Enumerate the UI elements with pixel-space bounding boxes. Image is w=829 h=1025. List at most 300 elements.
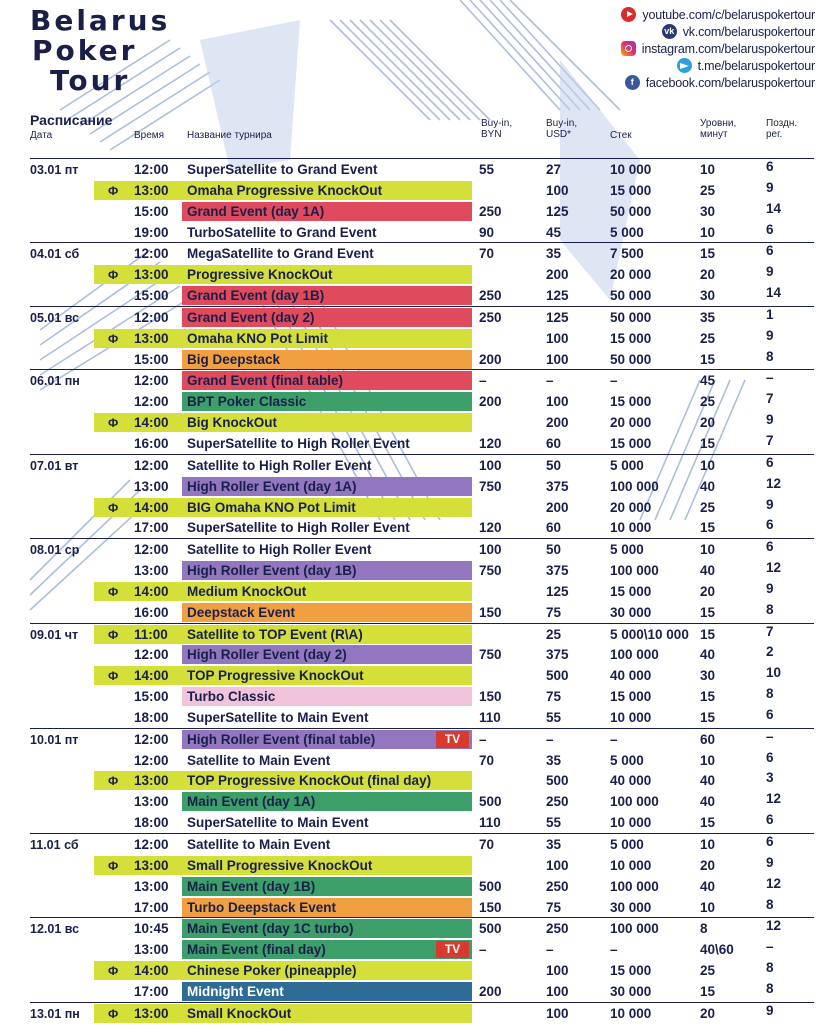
header-time: Время [134, 130, 165, 141]
row-time: 18:00 [134, 709, 169, 725]
row-levels: 15 [700, 689, 716, 705]
row-levels: 20 [700, 857, 716, 873]
row-stack: 50 000 [610, 203, 652, 219]
day-group [30, 833, 814, 917]
row-time: 18:00 [134, 815, 169, 831]
row-stack: 15 000 [610, 689, 652, 705]
row-buyin-usd: 125 [546, 288, 569, 304]
table-row [30, 180, 814, 201]
row-buyin-usd: 50 [546, 457, 562, 473]
header-late-reg: Поздн. рег. [766, 118, 798, 140]
header-buyin-byn: Buy-in, BYN [481, 118, 513, 140]
row-event-name: TurboSatellite to Grand Event [187, 224, 377, 240]
row-buyin-usd: 100 [546, 983, 569, 999]
row-levels: 15 [700, 351, 716, 367]
row-late-reg: 6 [766, 834, 774, 849]
row-buyin-usd: 75 [546, 899, 562, 915]
table-row [30, 981, 814, 1002]
row-time: 17:00 [134, 899, 169, 915]
table-row [30, 539, 814, 560]
row-buyin-byn: 200 [479, 351, 502, 367]
row-event-name: Grand Event (day 1A) [187, 203, 325, 219]
row-event-name: SuperSatellite to Grand Event [187, 162, 378, 177]
row-stack: 50 000 [610, 309, 652, 325]
row-event-name: Satellite to High Roller Event [187, 542, 372, 558]
row-event-name: High Roller Event (day 2) [187, 647, 347, 663]
row-buyin-usd: 50 [546, 542, 562, 558]
row-buyin-byn: 110 [479, 709, 501, 725]
row-buyin-byn: 70 [479, 246, 495, 262]
row-buyin-byn: 150 [479, 689, 502, 705]
row-levels: 15 [700, 435, 716, 451]
row-levels: 25 [700, 394, 716, 410]
row-time: 12:00 [134, 752, 169, 768]
row-stack: 5 000 [610, 224, 644, 240]
row-levels: 40 [700, 647, 716, 663]
row-stack: 10 000 [610, 815, 652, 831]
day-group [30, 242, 814, 306]
table-row [30, 581, 814, 602]
row-late-reg: 7 [766, 432, 774, 448]
row-levels: 15 [700, 520, 716, 536]
row-buyin-byn: 500 [479, 794, 502, 810]
row-late-reg: 6 [766, 517, 774, 533]
row-date: 11.01 сб [30, 838, 79, 852]
row-time: 12:00 [134, 246, 169, 262]
row-stack: 30 000 [610, 983, 652, 999]
row-levels: 15 [700, 815, 716, 831]
row-event-name: Deepstack Event [187, 604, 296, 620]
row-time: 14:00 [134, 963, 169, 979]
row-date: 06.01 пн [30, 374, 80, 389]
day-group [30, 369, 814, 453]
table-row [30, 624, 814, 645]
day-group [30, 623, 814, 728]
table-row [30, 770, 814, 791]
row-stack: 20 000 [610, 267, 652, 283]
row-time: 13:00 [134, 878, 169, 894]
row-event-name: Small Progressive KnockOut [187, 857, 373, 873]
row-stack: 20 000 [610, 415, 652, 431]
row-levels: 10 [700, 752, 716, 768]
row-levels: 10 [700, 162, 716, 177]
row-buyin-byn: 500 [479, 878, 502, 894]
row-buyin-usd: 200 [546, 267, 569, 283]
table-row [30, 876, 814, 897]
row-date: 13.01 пн [30, 1006, 80, 1021]
row-levels: 10 [700, 457, 716, 473]
phi-marker: Ф [108, 774, 119, 789]
row-stack: 10 000 [610, 857, 652, 873]
row-time: 19:00 [134, 224, 169, 240]
row-event-name: SuperSatellite to High Roller Event [187, 520, 410, 536]
logo-line-1: Belarus [30, 4, 171, 37]
day-group [30, 917, 814, 1001]
row-late-reg: 14 [766, 285, 782, 301]
row-stack: 100 000 [610, 563, 659, 579]
row-event-name: Main Event (final day) [187, 942, 326, 958]
row-levels: 30 [700, 668, 716, 684]
table-row [30, 602, 814, 623]
table-row [30, 918, 814, 939]
row-date: 10.01 пт [30, 732, 79, 747]
table-row [30, 222, 814, 243]
row-late-reg: 6 [766, 706, 774, 722]
row-stack: 30 000 [610, 604, 652, 620]
row-time: 17:00 [134, 983, 169, 999]
row-time: 15:00 [134, 203, 169, 219]
youtube-icon [621, 7, 636, 22]
row-stack: 100 000 [610, 921, 659, 937]
table-row [30, 939, 814, 960]
row-buyin-byn: 250 [479, 288, 502, 304]
row-levels: 20 [700, 1005, 716, 1021]
row-event-name: High Roller Event (day 1B) [187, 563, 357, 579]
day-group [30, 306, 814, 370]
row-late-reg: 7 [766, 391, 774, 407]
social-link[interactable] [621, 57, 815, 74]
table-row [30, 517, 814, 538]
phi-marker: Ф [108, 964, 119, 979]
row-buyin-usd: 35 [546, 752, 562, 768]
row-event-name: Omaha KNO Pot Limit [187, 330, 329, 346]
table-row [30, 285, 814, 306]
row-levels: 30 [700, 203, 716, 219]
row-buyin-usd: 250 [546, 921, 569, 937]
day-group [30, 1002, 814, 1024]
row-buyin-usd: 100 [546, 182, 569, 198]
row-time: 13:00 [134, 794, 169, 810]
row-date: 09.01 чт [30, 627, 79, 642]
row-buyin-byn: 200 [479, 983, 502, 999]
row-buyin-usd: 35 [546, 246, 562, 262]
row-time: 13:00 [134, 182, 169, 198]
row-event-name: SuperSatellite to High Roller Event [187, 435, 410, 451]
row-levels: 40 [700, 878, 716, 894]
day-group [30, 454, 814, 538]
row-event-name: Main Event (day 1C turbo) [187, 921, 354, 937]
row-late-reg: 8 [766, 980, 774, 996]
row-late-reg: 6 [766, 539, 774, 555]
row-event-name: High Roller Event (day 1A) [187, 478, 357, 494]
row-levels: 15 [700, 626, 716, 642]
row-levels: 15 [700, 709, 716, 725]
row-time: 12:00 [134, 731, 169, 747]
header-buyin-usd: Buy-in, USD* [546, 118, 578, 140]
row-stack: 50 000 [610, 288, 652, 304]
row-levels: 60 [700, 731, 716, 747]
row-time: 13:00 [134, 563, 169, 579]
row-late-reg: 12 [766, 918, 782, 934]
table-row [30, 750, 814, 771]
row-date: 04.01 сб [30, 247, 80, 262]
row-late-reg: 10 [766, 665, 782, 681]
schedule-table [30, 158, 814, 1024]
section-title: Расписание [30, 112, 113, 128]
row-time: 17:00 [134, 520, 169, 536]
row-event-name: Satellite to High Roller Event [187, 457, 372, 473]
row-buyin-byn: 150 [479, 899, 502, 915]
row-event-name: Satellite to TOP Event (R\A) [187, 626, 363, 642]
phi-marker: Ф [108, 500, 119, 515]
phi-marker: Ф [108, 584, 119, 599]
phi-marker: Ф [108, 1006, 119, 1021]
row-levels: 15 [700, 246, 716, 262]
row-date: 08.01 ср [30, 543, 80, 558]
row-late-reg: 9 [766, 1002, 774, 1018]
row-late-reg: 6 [766, 243, 774, 259]
row-late-reg: 6 [766, 221, 774, 237]
row-time: 12:00 [134, 373, 169, 389]
row-buyin-usd: 125 [546, 203, 569, 219]
row-date: 05.01 вс [30, 310, 80, 325]
row-date: 07.01 вт [30, 458, 79, 473]
table-row [30, 791, 814, 812]
row-buyin-usd: 250 [546, 878, 569, 894]
row-buyin-usd: 27 [546, 162, 562, 177]
row-late-reg: 6 [766, 749, 774, 765]
row-levels: 45 [700, 373, 716, 389]
row-buyin-usd: 375 [546, 478, 569, 494]
table-row [30, 476, 814, 497]
table-row [30, 834, 814, 855]
row-late-reg: 7 [766, 623, 774, 639]
row-buyin-byn: 90 [479, 224, 495, 240]
row-levels: 20 [700, 267, 716, 283]
row-event-name: Big Deepstack [187, 351, 281, 367]
row-stack: 15 000 [610, 394, 652, 410]
table-row [30, 665, 814, 686]
table-row [30, 729, 814, 750]
row-buyin-usd: 35 [546, 837, 562, 852]
table-row [30, 264, 814, 285]
row-buyin-byn: 70 [479, 752, 495, 768]
row-levels: 10 [700, 899, 716, 915]
row-stack: 7 500 [610, 246, 644, 262]
table-row [30, 855, 814, 876]
row-buyin-usd: 75 [546, 604, 562, 620]
row-late-reg: 8 [766, 601, 774, 617]
row-event-name: Big KnockOut [187, 415, 277, 431]
table-row [30, 391, 814, 412]
row-time: 10:45 [134, 921, 169, 937]
row-levels: 15 [700, 983, 716, 999]
row-event-name: MegaSatellite to Grand Event [187, 246, 374, 262]
row-event-name: Main Event (day 1A) [187, 794, 316, 810]
row-time: 13:00 [134, 857, 169, 873]
row-stack: 100 000 [610, 478, 659, 494]
table-row [30, 201, 814, 222]
row-stack: – [610, 373, 618, 389]
row-buyin-byn: – [479, 731, 487, 747]
row-event-name: Grand Event (day 1B) [187, 288, 325, 304]
row-late-reg: 2 [766, 644, 774, 660]
row-levels: 25 [700, 499, 716, 515]
row-time: 12:00 [134, 837, 169, 852]
row-buyin-byn: – [479, 373, 487, 389]
row-event-name: TOP Progressive KnockOut (final day) [187, 773, 432, 789]
row-date: 03.01 пт [30, 163, 79, 177]
row-levels: 40 [700, 773, 716, 789]
row-buyin-usd: 55 [546, 815, 562, 831]
row-buyin-usd: – [546, 731, 554, 747]
row-event-name: Satellite to Main Event [187, 752, 331, 768]
tv-badge: TV [436, 731, 469, 748]
row-buyin-usd: 100 [546, 351, 569, 367]
table-row [30, 349, 814, 370]
social-link[interactable] [621, 6, 815, 23]
row-event-name: Chinese Poker (pineapple) [187, 963, 357, 979]
row-buyin-usd: 60 [546, 435, 562, 451]
row-late-reg: – [766, 370, 774, 386]
header-date: Дата [30, 130, 53, 141]
table-row [30, 707, 814, 728]
row-buyin-byn: 750 [479, 478, 502, 494]
row-late-reg: 12 [766, 875, 782, 891]
row-stack: 15 000 [610, 963, 652, 979]
row-levels: 40 [700, 478, 716, 494]
row-stack: 10 000 [610, 162, 652, 177]
telegram-icon [677, 58, 692, 73]
row-event-name: SuperSatellite to Main Event [187, 815, 369, 831]
row-time: 13:00 [134, 478, 169, 494]
row-late-reg: 9 [766, 264, 774, 280]
row-buyin-byn: 750 [479, 563, 502, 579]
row-buyin-byn: 250 [479, 309, 502, 325]
table-row [30, 159, 814, 180]
row-date: 12.01 вс [30, 922, 80, 937]
row-late-reg: 6 [766, 454, 774, 470]
row-late-reg: 9 [766, 412, 774, 428]
table-row [30, 433, 814, 454]
row-stack: 5 000 [610, 837, 644, 852]
social-link[interactable] [621, 23, 815, 40]
row-buyin-byn: – [479, 942, 487, 958]
row-stack: 40 000 [610, 668, 652, 684]
phi-marker: Ф [108, 627, 119, 642]
row-buyin-usd: 25 [546, 626, 562, 642]
social-link-text: youtube.com/c/belaruspokertour [642, 7, 815, 22]
row-time: 15:00 [134, 351, 169, 367]
row-levels: 40 [700, 563, 716, 579]
row-stack: 5 000 [610, 752, 644, 768]
row-buyin-usd: 500 [546, 773, 569, 789]
row-levels: 10 [700, 224, 716, 240]
phi-marker: Ф [108, 669, 119, 684]
row-stack: 10 000 [610, 1005, 652, 1021]
table-row [30, 243, 814, 264]
row-late-reg: 8 [766, 348, 774, 364]
row-stack: 50 000 [610, 351, 652, 367]
row-levels: 25 [700, 182, 716, 198]
facebook-icon: f [625, 75, 640, 90]
row-stack: 20 000 [610, 499, 652, 515]
row-buyin-byn: 750 [479, 647, 502, 663]
day-group [30, 728, 814, 833]
row-stack: 5 000 [610, 457, 644, 473]
row-time: 13:00 [134, 942, 169, 958]
row-late-reg: 9 [766, 496, 774, 512]
row-buyin-byn: 55 [479, 162, 495, 177]
row-levels: 25 [700, 963, 716, 979]
row-time: 12:00 [134, 647, 169, 663]
row-time: 13:00 [134, 267, 169, 283]
social-link-text: vk.com/belaruspokertour [682, 24, 815, 39]
header-levels: Уровни, минут [700, 118, 737, 140]
row-buyin-usd: 375 [546, 647, 569, 663]
social-link[interactable] [621, 74, 815, 91]
row-event-name: Grand Event (day 2) [187, 309, 315, 325]
row-late-reg: – [766, 939, 774, 955]
row-buyin-usd: 100 [546, 330, 569, 346]
row-buyin-usd: 45 [546, 224, 562, 240]
row-levels: 35 [700, 309, 716, 325]
table-row [30, 812, 814, 833]
row-event-name: BIG Omaha KNO Pot Limit [187, 499, 356, 515]
row-stack: 15 000 [610, 435, 652, 451]
row-event-name: Midnight Event [187, 983, 284, 999]
row-event-name: TOP Progressive KnockOut [187, 668, 364, 684]
row-time: 16:00 [134, 435, 169, 451]
social-link[interactable] [621, 40, 815, 57]
header-stack: Стек [610, 130, 632, 141]
row-buyin-usd: 75 [546, 689, 562, 705]
table-row [30, 1003, 814, 1024]
row-late-reg: 6 [766, 812, 774, 828]
phi-marker: Ф [108, 858, 119, 873]
row-time: 11:00 [134, 626, 168, 642]
row-buyin-usd: 100 [546, 857, 569, 873]
phi-marker: Ф [108, 416, 119, 431]
social-link-text: facebook.com/belaruspokertour [645, 75, 815, 90]
row-event-name: SuperSatellite to Main Event [187, 709, 369, 725]
tv-badge: TV [436, 941, 469, 958]
row-buyin-usd: 100 [546, 963, 569, 979]
row-time: 15:00 [134, 689, 169, 705]
row-levels: 10 [700, 542, 716, 558]
day-group [30, 538, 814, 622]
row-late-reg: – [766, 728, 774, 744]
row-buyin-usd: 125 [546, 583, 569, 599]
row-stack: 100 000 [610, 878, 659, 894]
row-stack: 40 000 [610, 773, 652, 789]
table-row [30, 686, 814, 707]
row-levels: 20 [700, 415, 716, 431]
row-buyin-usd: 125 [546, 309, 569, 325]
row-late-reg: 9 [766, 327, 774, 343]
row-late-reg: 14 [766, 200, 782, 216]
row-levels: 15 [700, 604, 716, 620]
phi-marker: Ф [108, 183, 119, 198]
table-row [30, 412, 814, 433]
row-stack: 15 000 [610, 182, 652, 198]
row-buyin-usd: 200 [546, 415, 569, 431]
row-late-reg: 9 [766, 580, 774, 596]
row-event-name: Omaha Progressive KnockOut [187, 182, 383, 198]
row-buyin-usd: 500 [546, 668, 569, 684]
row-stack: 100 000 [610, 794, 659, 810]
logo [30, 6, 170, 96]
row-late-reg: 8 [766, 960, 774, 976]
row-event-name: BPT Poker Classic [187, 394, 307, 410]
row-stack: 5 000\10 000 [610, 626, 689, 642]
row-stack: 5 000 [610, 542, 644, 558]
row-time: 12:00 [134, 309, 169, 325]
row-event-name: High Roller Event (final table) [187, 731, 376, 747]
phi-marker: Ф [108, 331, 119, 346]
instagram-icon [621, 41, 636, 56]
table-row [30, 897, 814, 918]
